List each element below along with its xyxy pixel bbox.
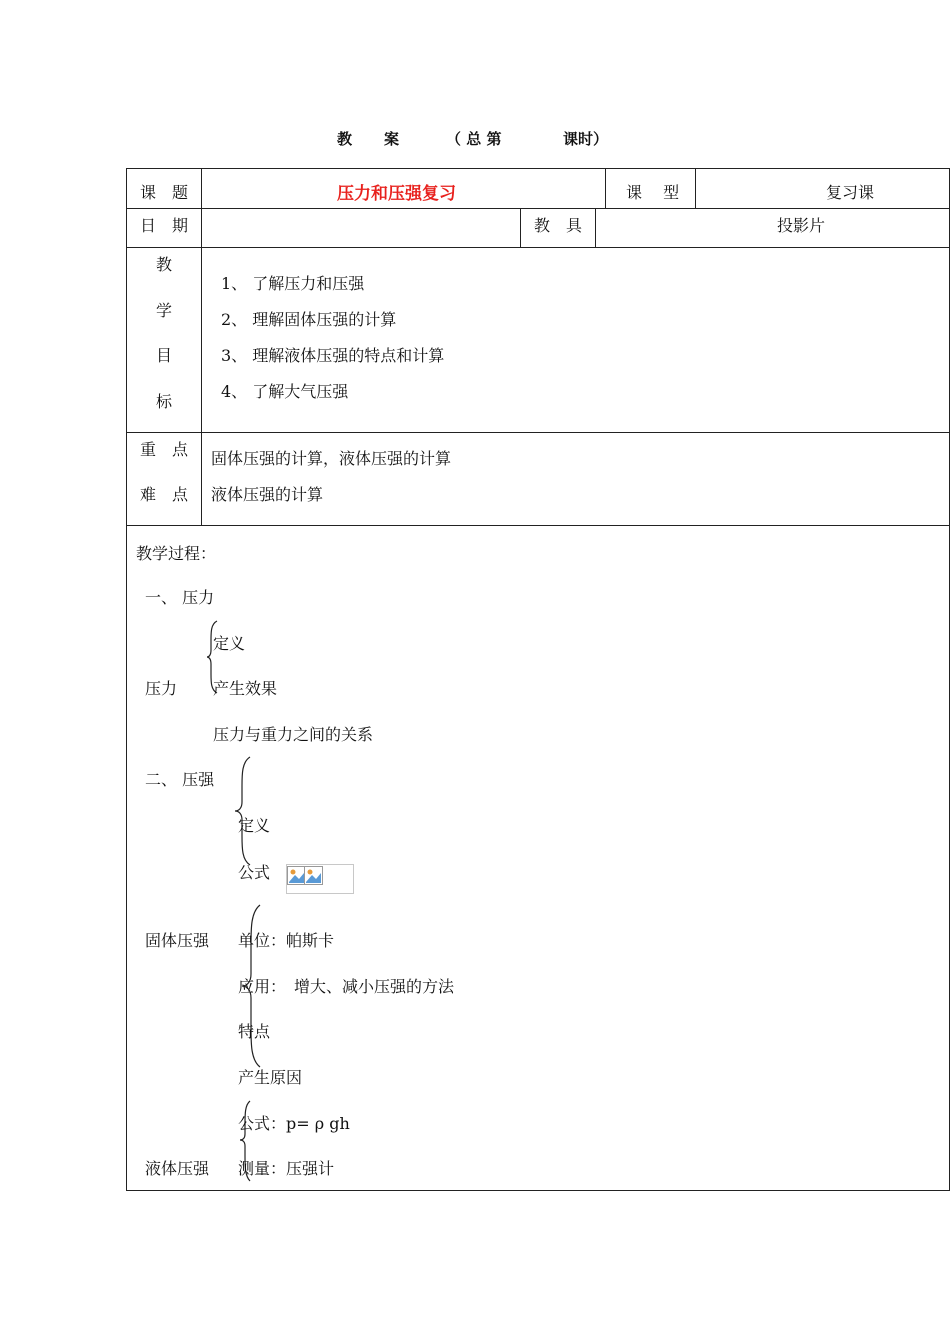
brace-pressure [232,756,254,866]
broken-image-icon [304,866,324,886]
table-line [126,525,950,526]
table-line [605,168,606,208]
goal-item: 4、 了解大气压强 [221,382,349,401]
liquid-formula: 公式：p= ρ gh [238,1114,350,1133]
table-line [201,168,202,526]
goals-label-char: 标 [156,392,173,411]
goal-item: 2、 理解固体压强的计算 [221,310,397,329]
goal-item: 1、 了解压力和压强 [221,274,365,293]
goal-item: 3、 理解液体压强的特点和计算 [221,346,445,365]
table-line [126,432,950,433]
header-title-total: （ 总 第 [446,130,502,148]
goals-label-char: 学 [156,301,173,320]
solid-pressure-label: 固体压强 [145,931,210,950]
key-label: 重 点 [140,440,189,459]
table-line [126,1190,950,1191]
force-label: 压力 [145,679,178,698]
table-line [595,208,596,248]
header-title-plan: 案 [384,130,400,148]
force-definition: 定义 [213,634,246,653]
tools-value: 投影片 [777,216,826,235]
force-gravity-relation: 压力与重力之间的关系 [213,725,374,744]
table-line [126,168,127,1191]
table-line [520,208,521,248]
topic-value: 压力和压强复习 [337,184,456,204]
table-line [126,168,950,169]
header-title-teach: 教 [337,130,353,148]
goals-label-char: 目 [156,346,173,365]
pressure-formula: 公式 [238,863,271,882]
section-pressure-title: 二、 压强 [145,770,215,789]
solid-application: 应用： 增大、减小压强的方法 [238,977,455,996]
difficult-value: 液体压强的计算 [211,485,324,504]
date-label: 日 期 [140,216,189,235]
solid-unit: 单位：帕斯卡 [238,931,335,950]
topic-label: 课 题 [140,183,189,202]
force-effect: 产生效果 [213,679,278,698]
type-value: 复习课 [826,183,875,202]
liquid-pressure-label: 液体压强 [145,1159,210,1178]
table-line [695,168,696,208]
table-line [126,247,950,248]
liquid-cause: 产生原因 [238,1068,303,1087]
goals-label-char: 教 [156,255,173,274]
liquid-characteristics: 特点 [238,1022,271,1041]
type-label: 课 型 [626,183,680,202]
section-force-title: 一、 压力 [145,588,215,607]
pressure-definition: 定义 [238,816,271,835]
key-value: 固体压强的计算，液体压强的计算 [211,449,452,468]
table-line [126,208,950,209]
difficult-label: 难 点 [140,485,189,504]
liquid-measurement: 测量：压强计 [238,1159,335,1178]
header-title-lesson: 课时） [563,130,609,148]
tools-label: 教 具 [534,216,583,235]
process-heading: 教学过程： [136,544,217,563]
